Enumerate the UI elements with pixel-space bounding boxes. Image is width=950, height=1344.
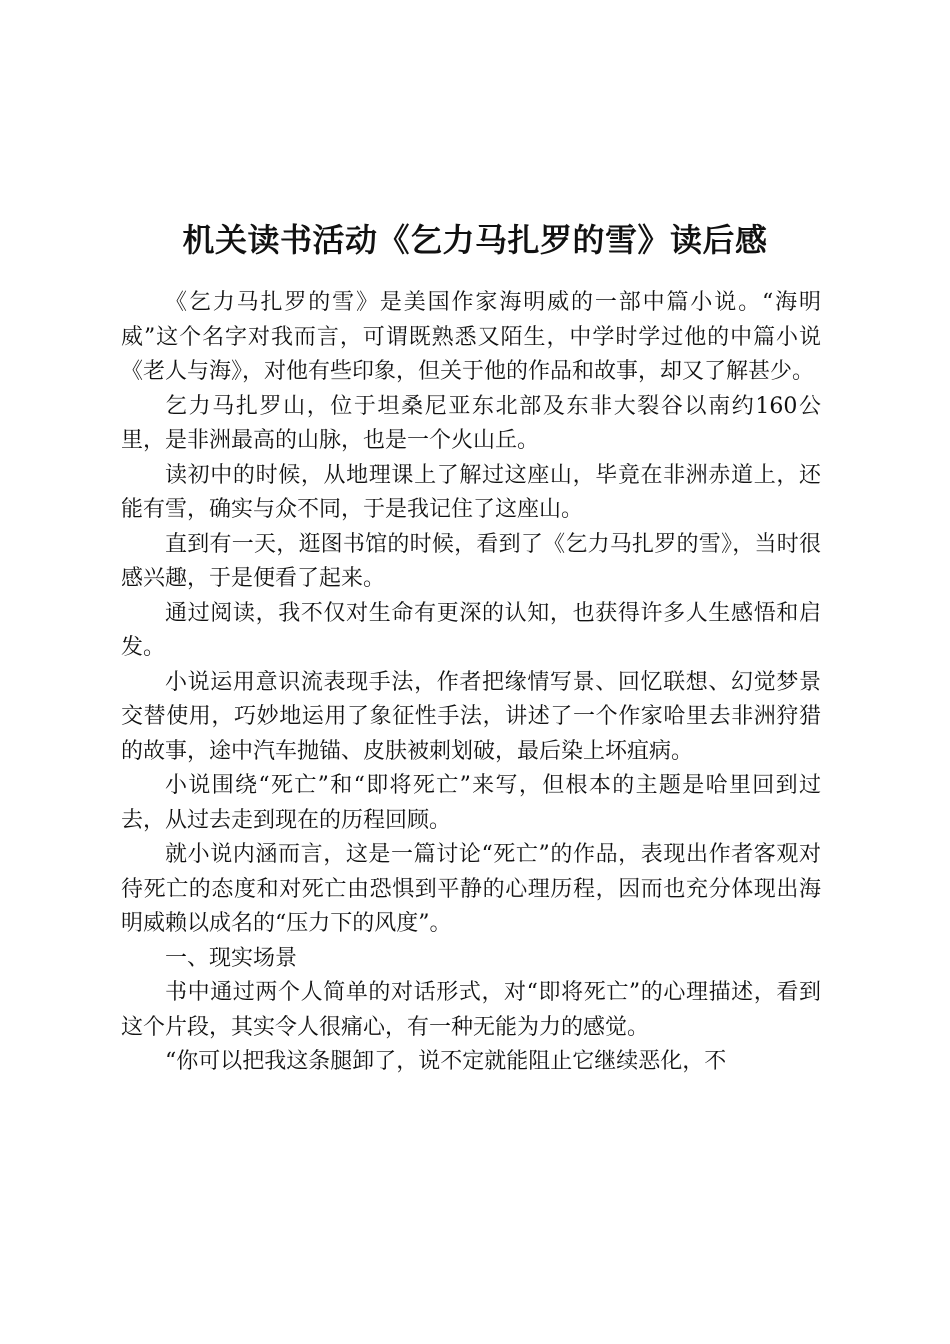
paragraph: 乞力马扎罗山，位于坦桑尼亚东北部及东非大裂谷以南约160公里，是非洲最高的山脉，也是一个火山丘。: [121, 393, 821, 453]
paragraph: 直到有一天，逛图书馆的时候，看到了《乞力马扎罗的雪》，当时很感兴趣，于是便看了起来。: [121, 531, 821, 591]
paragraph: 通过阅读，我不仅对生命有更深的认知，也获得许多人生感悟和启发。: [121, 600, 821, 660]
paragraph: 小说围绕“死亡”和“即将死亡”来写，但根本的主题是哈里回到过去，从过去走到现在的历程回顾。: [121, 773, 821, 833]
paragraph: 读初中的时候，从地理课上了解过这座山，毕竟在非洲赤道上，还能有雪，确实与众不同，于是我记住了这座山。: [121, 462, 821, 522]
paragraph: 就小说内涵而言，这是一篇讨论“死亡”的作品，表现出作者客观对待死亡的态度和对死亡由恐惧到平静的心理历程，因而也充分体现出海明威赖以成名的“压力下的风度”。: [121, 842, 821, 936]
paragraph: 小说运用意识流表现手法，作者把缘情写景、回忆联想、幻觉梦景交替使用，巧妙地运用了象征性手法，讲述了一个作家哈里去非洲狩猎的故事，途中汽车抛锚、皮肤被刺划破，最后染上坏疽病。: [121, 669, 821, 764]
paragraph: “你可以把我这条腿卸了，说不定就能阻止它继续恶化，不: [165, 1049, 727, 1074]
paragraph: 《乞力马扎罗的雪》是美国作家海明威的一部中篇小说。“海明威”这个名字对我而言，可谓既熟悉又陌生，中学时学过他的中篇小说《老人与海》，对他有些印象，但关于他的作品和故事，却又了解甚少。: [121, 290, 821, 384]
document-body: [121, 286, 821, 1080]
paragraph: 书中通过两个人简单的对话形式，对“即将死亡”的心理描述，看到这个片段，其实令人很痛心，有一种无能为力的感觉。: [121, 980, 821, 1040]
section-heading: 一、现实场景: [165, 945, 298, 971]
document-title: 机关读书活动《乞力马扎罗的雪》读后感: [182, 221, 768, 260]
